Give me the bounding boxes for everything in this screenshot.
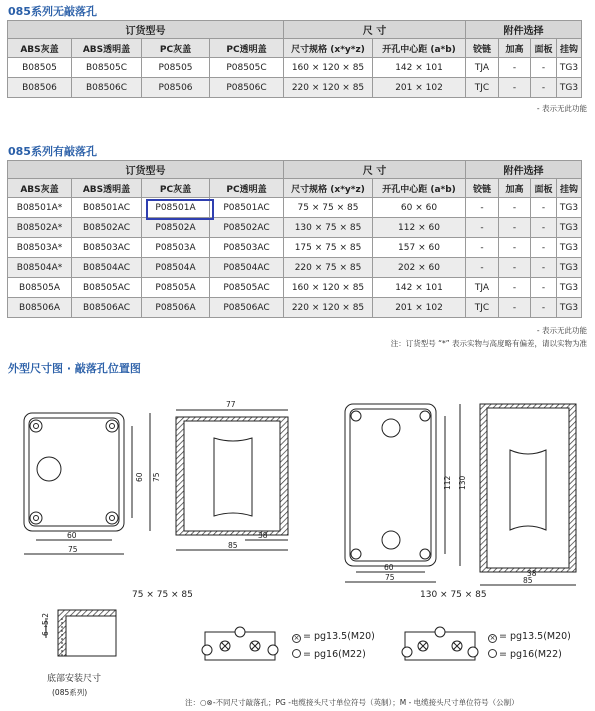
table-cell: P08501A <box>142 198 210 218</box>
large-box-side-view <box>480 404 576 585</box>
table-row <box>8 198 582 218</box>
small-box-side-view <box>176 410 288 550</box>
outline-drawings <box>0 380 595 690</box>
col-panel: 面板 <box>531 39 557 58</box>
table-cell: TG3 <box>557 78 582 98</box>
table-row <box>8 238 582 258</box>
note-model-asterisk: 注：订货型号 “*” 表示实物与高度略有偏差，请以实物为准 <box>390 339 587 348</box>
table-cell: TG3 <box>557 58 582 78</box>
table-cell: P08504A <box>142 258 210 278</box>
table-cell: 75 × 75 × 85 <box>284 198 373 218</box>
section-title-no-knockout: 085系列无敲落孔 <box>8 5 97 18</box>
dim-60-large: 60 <box>384 563 394 572</box>
table-cell: 142 × 101 <box>373 58 466 78</box>
col-pc-grey: PC灰盖 <box>142 179 210 198</box>
col-hook: 挂钩 <box>557 179 582 198</box>
table-cell: - <box>466 258 499 278</box>
selection-highlight <box>146 199 214 220</box>
col-hinge: 铰链 <box>466 179 499 198</box>
dim-60-height: 60 <box>135 472 144 482</box>
table-cell: B08501AC <box>72 198 142 218</box>
col-pc-clear: PC透明盖 <box>210 179 284 198</box>
table-cell: - <box>499 78 531 98</box>
table-cell: - <box>499 298 531 318</box>
table-cell: - <box>531 278 557 298</box>
table-cell: - <box>466 238 499 258</box>
dim-130: 130 <box>458 475 467 490</box>
group-order: 订货型号 <box>8 21 284 39</box>
dim-38: 38 <box>258 531 268 540</box>
table-cell: TG3 <box>557 218 582 238</box>
legend-pg13-large: × = pg13.5(M20) <box>489 631 571 642</box>
table-cell: TG3 <box>557 238 582 258</box>
table-with-knockout <box>7 160 582 318</box>
table-row <box>8 218 582 238</box>
bottom-mount-label: 底部安装尺寸 <box>47 674 102 684</box>
table-cell: P08506 <box>142 78 210 98</box>
table-cell: 201 × 102 <box>373 78 466 98</box>
dim-75-height: 75 <box>152 472 161 482</box>
table-cell: - <box>499 218 531 238</box>
table-cell: P08503AC <box>210 238 284 258</box>
col-abs-clear: ABS透明盖 <box>72 39 142 58</box>
col-hook: 挂钩 <box>557 39 582 58</box>
table-cell: 60 × 60 <box>373 198 466 218</box>
table-cell: 175 × 75 × 85 <box>284 238 373 258</box>
table-cell: 160 × 120 × 85 <box>284 278 373 298</box>
table-cell: B08502A* <box>8 218 72 238</box>
table-cell: 112 × 60 <box>373 218 466 238</box>
table-cell: TJC <box>466 78 499 98</box>
col-abs-grey: ABS灰盖 <box>8 39 72 58</box>
table-cell: - <box>466 198 499 218</box>
table-cell: - <box>499 198 531 218</box>
col-pc-grey: PC灰盖 <box>142 39 210 58</box>
table-cell: - <box>531 78 557 98</box>
table-cell: B08506AC <box>72 298 142 318</box>
table-cell: P08505 <box>142 58 210 78</box>
table-cell: B08505AC <box>72 278 142 298</box>
dim-38-large: 38 <box>527 569 537 578</box>
note-unavailable-2: - 表示无此功能 <box>536 326 587 335</box>
table-cell: P08505AC <box>210 278 284 298</box>
bottom-dim: 6→5.2 <box>41 613 50 636</box>
table-cell: - <box>531 258 557 278</box>
knockout-diagram-large <box>402 627 478 660</box>
dim-112: 112 <box>443 475 452 490</box>
crossed-circle-icon: × <box>293 634 300 642</box>
table-row <box>8 278 582 298</box>
large-box-top-view <box>345 404 460 582</box>
section-title-drawings: 外型尺寸图 · 敲落孔位置图 <box>8 362 141 375</box>
col-panel: 面板 <box>531 179 557 198</box>
table-cell: B08506 <box>8 78 72 98</box>
small-box-top-view <box>24 413 150 554</box>
table-cell: 220 × 120 × 85 <box>284 78 373 98</box>
table-cell: B08505C <box>72 58 142 78</box>
table-cell: TG3 <box>557 258 582 278</box>
table-cell: 130 × 75 × 85 <box>284 218 373 238</box>
dim-75-large: 75 <box>385 573 395 582</box>
table-row <box>8 298 582 318</box>
col-raise: 加高 <box>499 39 531 58</box>
section-title-with-knockout: 085系列有敲落孔 <box>8 145 97 158</box>
table-cell: - <box>531 198 557 218</box>
table-cell: B08505 <box>8 58 72 78</box>
table-cell: P08505C <box>210 58 284 78</box>
legend-pg13: × = pg13.5(M20) <box>293 631 375 642</box>
table-cell: - <box>531 298 557 318</box>
table-cell: B08505A <box>8 278 72 298</box>
footnote-knockout: 注：○⊗-不同尺寸敲落孔；PG -电缆接头尺寸单位符号（英制）；M - 电缆接头尺寸单位符号（公制） <box>185 698 519 707</box>
table-cell: TG3 <box>557 298 582 318</box>
table-cell: - <box>531 238 557 258</box>
table-cell: - <box>499 238 531 258</box>
col-raise: 加高 <box>499 179 531 198</box>
bottom-mount-detail <box>46 610 116 658</box>
table-cell: P08503A <box>142 238 210 258</box>
table-cell: P08502AC <box>210 218 284 238</box>
table-cell: B08504A* <box>8 258 72 278</box>
table-cell: P08504AC <box>210 258 284 278</box>
caption-small-box: 75 × 75 × 85 <box>132 590 193 600</box>
table-cell: B08506C <box>72 78 142 98</box>
group-order: 订货型号 <box>8 161 284 179</box>
table-row <box>8 78 582 98</box>
table-cell: P08506AC <box>210 298 284 318</box>
col-size: 尺寸规格 (x*y*z) <box>284 39 373 58</box>
col-hinge: 铰链 <box>466 39 499 58</box>
table-cell: TJA <box>466 278 499 298</box>
col-abs-grey: ABS灰盖 <box>8 179 72 198</box>
table-cell: - <box>499 258 531 278</box>
table-cell: B08503AC <box>72 238 142 258</box>
dim-60-width: 60 <box>67 531 77 540</box>
dim-85: 85 <box>228 541 238 550</box>
table-cell: B08503A* <box>8 238 72 258</box>
bottom-mount-series: (085系列) <box>52 688 88 697</box>
table-cell: B08502AC <box>72 218 142 238</box>
table-cell: P08502A <box>142 218 210 238</box>
dim-77: 77 <box>226 400 236 409</box>
table-cell: 201 × 102 <box>373 298 466 318</box>
table-cell: B08506A <box>8 298 72 318</box>
table-cell: TG3 <box>557 278 582 298</box>
table-cell: B08504AC <box>72 258 142 278</box>
table-cell: - <box>531 218 557 238</box>
table-cell: B08501A* <box>8 198 72 218</box>
circle-icon <box>292 649 301 658</box>
col-abs-clear: ABS透明盖 <box>72 179 142 198</box>
table-cell: - <box>499 278 531 298</box>
table-row <box>8 58 582 78</box>
table-no-knockout <box>7 20 582 98</box>
table-cell: 157 × 60 <box>373 238 466 258</box>
knockout-diagram-small <box>202 627 278 660</box>
table-cell: P08501AC <box>210 198 284 218</box>
col-hole-distance: 开孔中心距 (a*b) <box>373 39 466 58</box>
table-cell: - <box>499 58 531 78</box>
group-accessory: 附件选择 <box>466 21 582 39</box>
circle-icon <box>488 649 497 658</box>
dim-75-width: 75 <box>68 545 78 554</box>
table-cell: P08506C <box>210 78 284 98</box>
table-cell: 160 × 120 × 85 <box>284 58 373 78</box>
group-size: 尺 寸 <box>284 21 466 39</box>
table-row <box>8 258 582 278</box>
note-unavailable-1: - 表示无此功能 <box>536 104 587 113</box>
table-cell: TJC <box>466 298 499 318</box>
table-cell: P08506A <box>142 298 210 318</box>
table-cell: 220 × 120 × 85 <box>284 298 373 318</box>
crossed-circle-icon: × <box>489 634 496 642</box>
legend-pg16-large: = pg16(M22) <box>488 649 562 660</box>
col-pc-clear: PC透明盖 <box>210 39 284 58</box>
table-cell: TG3 <box>557 198 582 218</box>
table-cell: 220 × 75 × 85 <box>284 258 373 278</box>
col-hole-distance: 开孔中心距 (a*b) <box>373 179 466 198</box>
dim-85-large: 85 <box>523 576 533 585</box>
caption-large-box: 130 × 75 × 85 <box>420 590 487 600</box>
table-cell: - <box>531 58 557 78</box>
table-cell: - <box>466 218 499 238</box>
group-size: 尺 寸 <box>284 161 466 179</box>
group-accessory: 附件选择 <box>466 161 582 179</box>
col-size: 尺寸规格 (x*y*z) <box>284 179 373 198</box>
table-cell: 142 × 101 <box>373 278 466 298</box>
legend-pg16: = pg16(M22) <box>292 649 366 660</box>
table-cell: P08505A <box>142 278 210 298</box>
table-cell: TJA <box>466 58 499 78</box>
table-cell: 202 × 60 <box>373 258 466 278</box>
